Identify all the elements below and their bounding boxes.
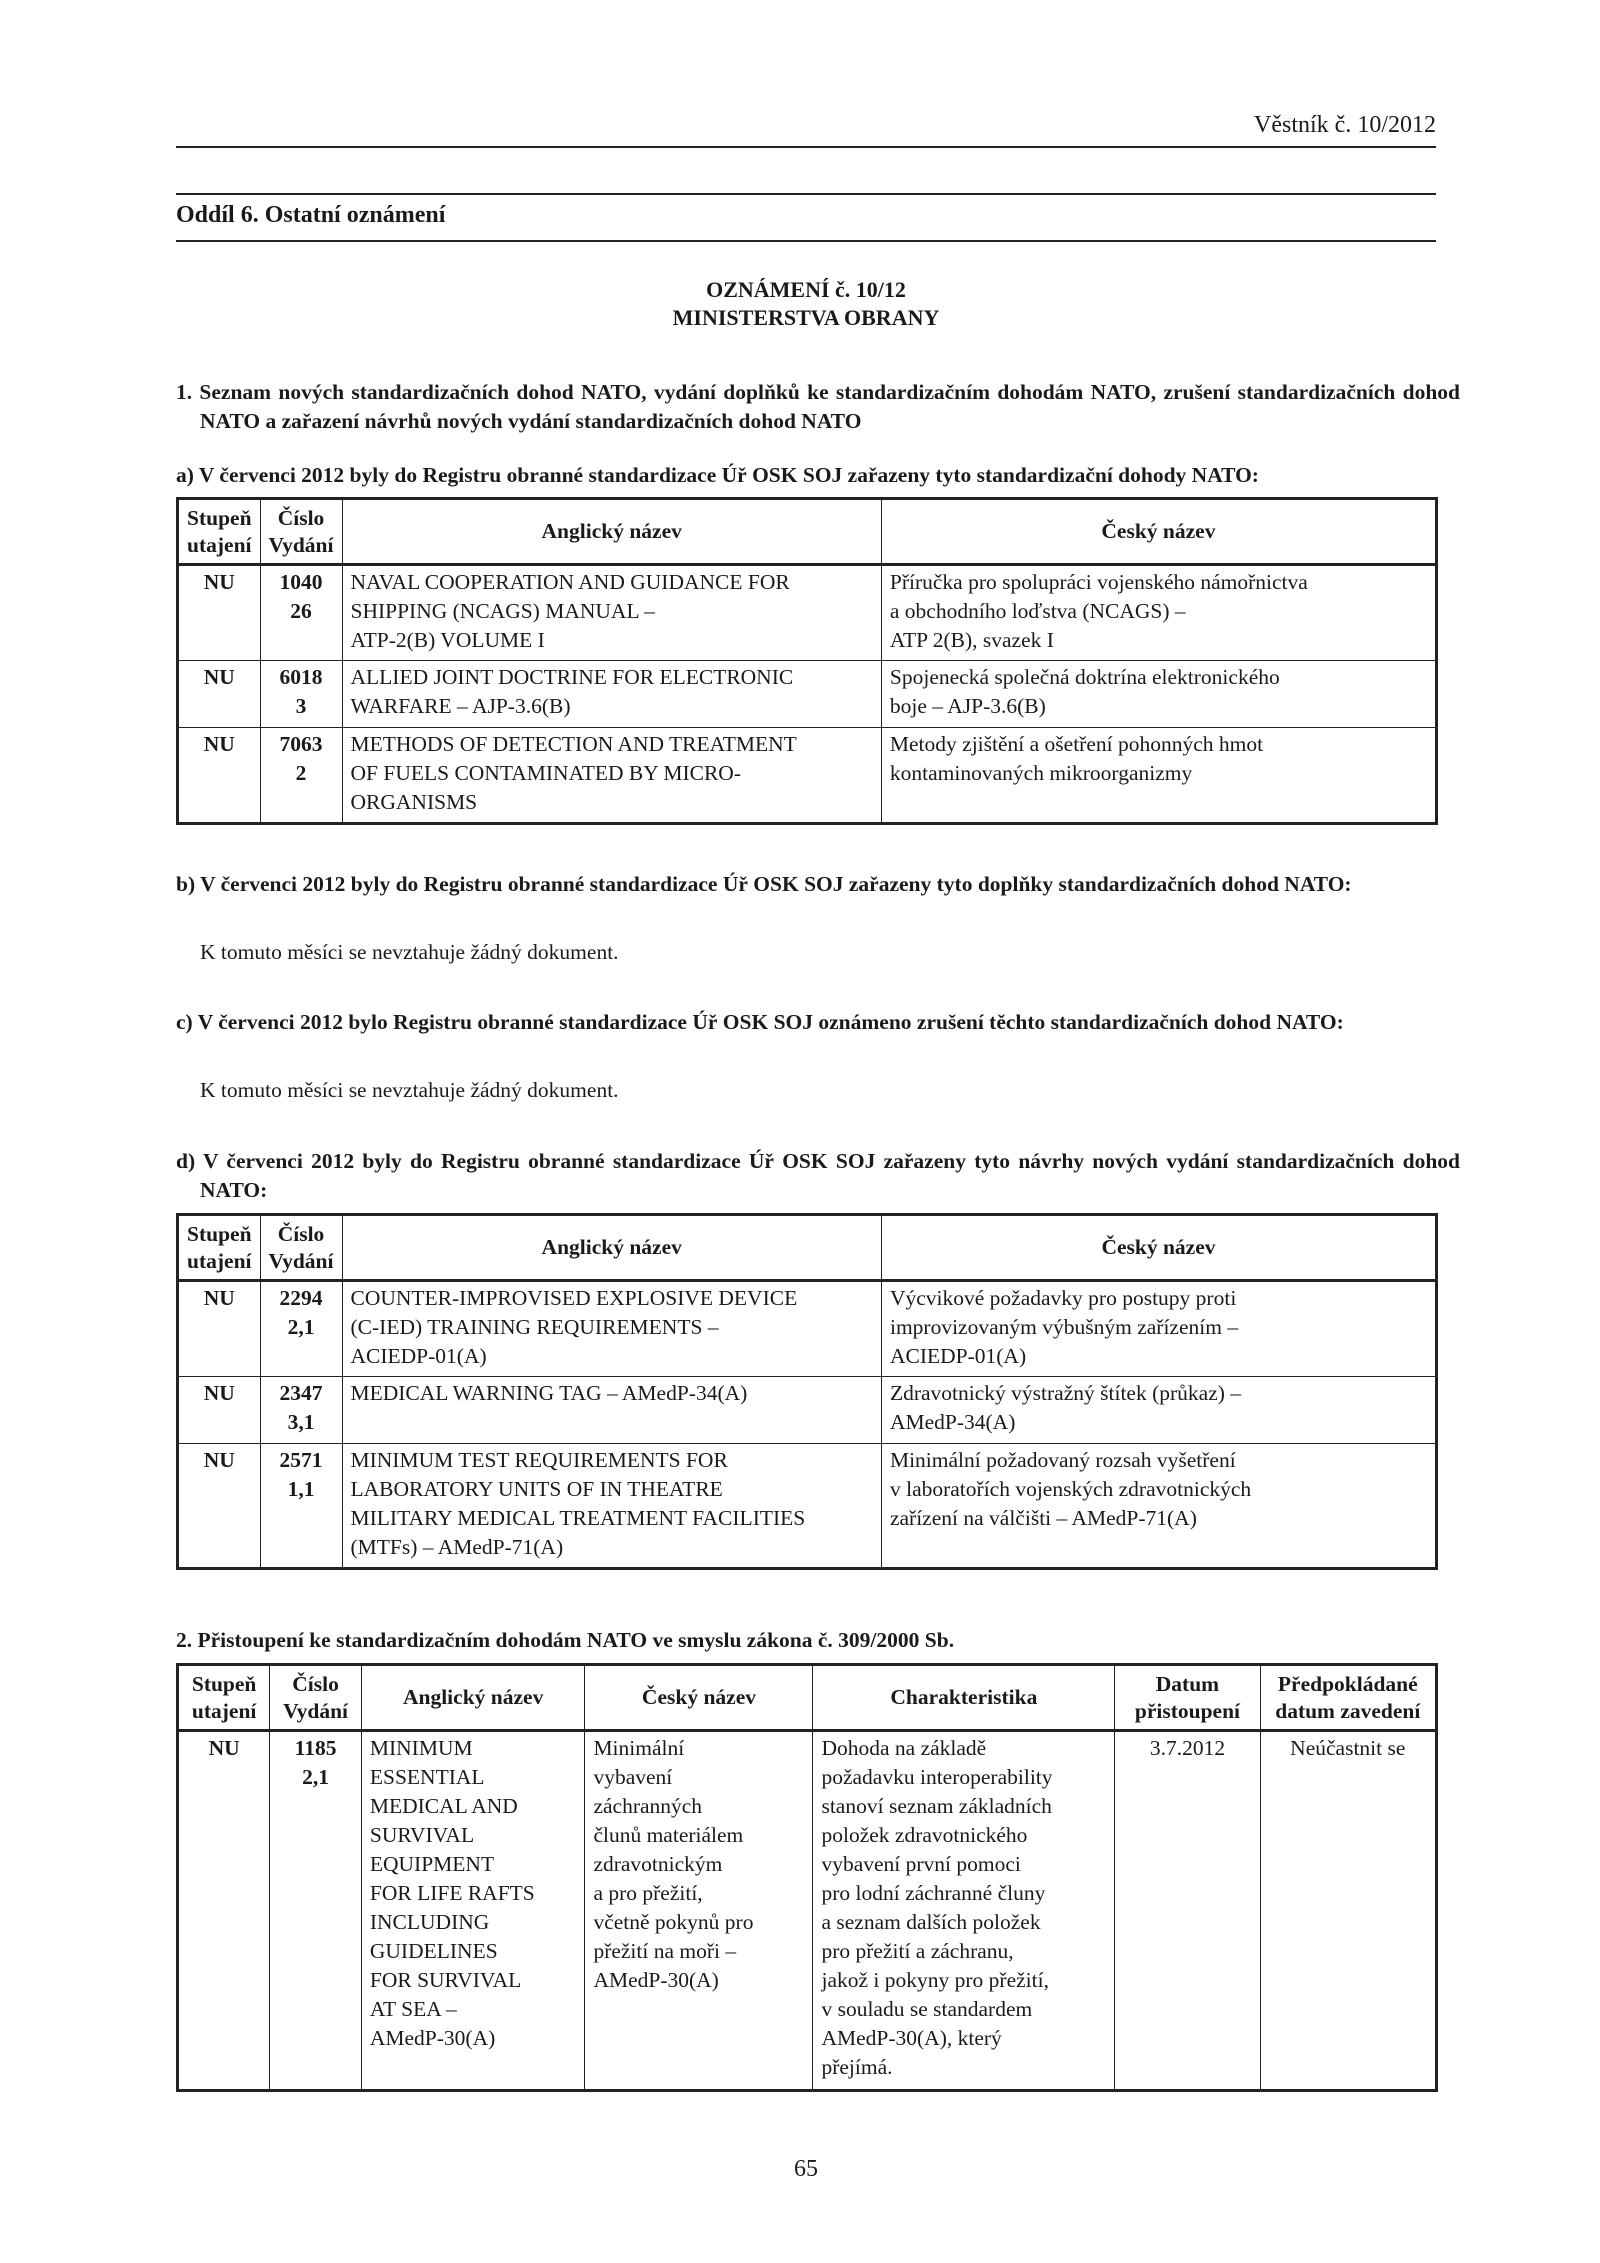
col-header-number: Číslo Vydání bbox=[270, 1665, 362, 1731]
col-header-number: Číslo Vydání bbox=[260, 1215, 342, 1281]
table-row bbox=[178, 1281, 1437, 1377]
table-row bbox=[178, 728, 1437, 824]
col-header-implementation-date: Předpokládané datum zavedení bbox=[1260, 1665, 1436, 1731]
part1a-heading: a) V červenci 2012 byly do Registru obranné standardizace Úř OSK SOJ zařazeny tyto standardizační dohody NATO: bbox=[176, 463, 1259, 487]
cell-czech-name: Zdravotnický výstražný štítek (průkaz) – AMedP-34(A) bbox=[881, 1377, 1436, 1444]
cell-czech-name: Minimální vybavení záchranných člunů materiálem zdravotnickým a pro přežití, včetně pokynů pro přežití na moři – AMedP-30(A) bbox=[585, 1731, 813, 2091]
col-header-classification: Stupeň utajení bbox=[178, 1665, 270, 1731]
table-draft-editions bbox=[176, 1213, 1438, 1570]
cell-accession-date: 3.7.2012 bbox=[1115, 1731, 1260, 2091]
table-row bbox=[178, 1731, 1437, 2091]
table-header-row bbox=[178, 499, 1437, 565]
section-rule-bottom bbox=[176, 240, 1436, 242]
part1c-heading: c) V červenci 2012 bylo Registru obranné standardizace Úř OSK SOJ oznámeno zrušení těchto standardizačních dohod NATO: bbox=[176, 1010, 1344, 1034]
cell-english-name: COUNTER-IMPROVISED EXPLOSIVE DEVICE (C-IED) TRAINING REQUIREMENTS – ACIEDP-01(A) bbox=[342, 1281, 881, 1377]
table-row bbox=[178, 661, 1437, 728]
cell-czech-name: Příručka pro spolupráci vojenského námořnictva a obchodního loďstva (NCAGS) – ATP 2(B), svazek I bbox=[881, 565, 1436, 661]
col-header-czech-name: Český název bbox=[881, 499, 1436, 565]
col-header-number: Číslo Vydání bbox=[260, 499, 342, 565]
table-accession bbox=[176, 1663, 1438, 2092]
col-header-english-name: Anglický název bbox=[361, 1665, 585, 1731]
cell-number: 1185 2,1 bbox=[270, 1731, 362, 2091]
cell-classification: NU bbox=[178, 1444, 261, 1569]
cell-implementation-date: Neúčastnit se bbox=[1260, 1731, 1436, 2091]
part1b-heading: b) V červenci 2012 byly do Registru obranné standardizace Úř OSK SOJ zařazeny tyto doplňky standardizačních dohod NATO: bbox=[176, 872, 1352, 896]
col-header-classification: Stupeň utajení bbox=[178, 1215, 261, 1281]
cell-english-name: MINIMUM ESSENTIAL MEDICAL AND SURVIVAL EQUIPMENT FOR LIFE RAFTS INCLUDING GUIDELINES FOR SURVIVAL AT SEA – AMedP-30(A) bbox=[361, 1731, 585, 2091]
col-header-classification: Stupeň utajení bbox=[178, 499, 261, 565]
col-header-characteristics: Charakteristika bbox=[813, 1665, 1115, 1731]
part2-heading: 2. Přistoupení ke standardizačním dohodám NATO ve smyslu zákona č. 309/2000 Sb. bbox=[176, 1628, 955, 1652]
part1d-heading: d) V červenci 2012 byly do Registru obranné standardizace Úř OSK SOJ zařazeny tyto návrhy nových vydání standardizačních dohod NATO: bbox=[176, 1149, 1460, 1202]
part1-heading: 1. Seznam nových standardizačních dohod NATO, vydání doplňků ke standardizačním dohodám NATO, zrušení standardizačních dohod NATO a zařazení návrhů nových vydání standardizačních dohod NATO bbox=[176, 380, 1460, 433]
cell-english-name: MEDICAL WARNING TAG – AMedP-34(A) bbox=[342, 1377, 881, 1444]
cell-classification: NU bbox=[178, 728, 261, 824]
cell-number: 2294 2,1 bbox=[260, 1281, 342, 1377]
section-title: Oddíl 6. Ostatní oznámení bbox=[176, 202, 446, 228]
cell-classification: NU bbox=[178, 1377, 261, 1444]
cell-czech-name: Metody zjištění a ošetření pohonných hmot kontaminovaných mikroorganizmy bbox=[881, 728, 1436, 824]
announcement-ministry: MINISTERSTVA OBRANY bbox=[672, 305, 940, 330]
cell-number: 2571 1,1 bbox=[260, 1444, 342, 1569]
col-header-czech-name: Český název bbox=[585, 1665, 813, 1731]
cell-english-name: ALLIED JOINT DOCTRINE FOR ELECTRONIC WARFARE – AJP-3.6(B) bbox=[342, 661, 881, 728]
cell-classification: NU bbox=[178, 1731, 270, 2091]
table-row bbox=[178, 1377, 1437, 1444]
cell-english-name: METHODS OF DETECTION AND TREATMENT OF FUELS CONTAMINATED BY MICRO- ORGANISMS bbox=[342, 728, 881, 824]
table-new-standards bbox=[176, 497, 1438, 825]
col-header-english-name: Anglický název bbox=[342, 1215, 881, 1281]
section-rule-top bbox=[176, 193, 1436, 195]
table-header-row bbox=[178, 1215, 1437, 1281]
col-header-czech-name: Český název bbox=[881, 1215, 1436, 1281]
cell-english-name: NAVAL COOPERATION AND GUIDANCE FOR SHIPPING (NCAGS) MANUAL – ATP-2(B) VOLUME I bbox=[342, 565, 881, 661]
header-rule bbox=[176, 146, 1436, 148]
announcement-title: OZNÁMENÍ č. 10/12 bbox=[706, 277, 906, 302]
cell-classification: NU bbox=[178, 1281, 261, 1377]
cell-characteristics: Dohoda na základě požadavku interoperability stanoví seznam základních položek zdravotnického vybavení první pomoci pro lodní záchranné čluny a seznam dalších položek pro přežití a záchranu, jakož i pokyny pro přežití, v souladu se standardem AMedP-30(A), který přejímá. bbox=[813, 1731, 1115, 2091]
cell-number: 7063 2 bbox=[260, 728, 342, 824]
cell-english-name: MINIMUM TEST REQUIREMENTS FOR LABORATORY UNITS OF IN THEATRE MILITARY MEDICAL TREATMENT FACILITIES (MTFs) – AMedP-71(A) bbox=[342, 1444, 881, 1569]
cell-czech-name: Minimální požadovaný rozsah vyšetření v laboratořích vojenských zdravotnických zařízení na válčišti – AMedP-71(A) bbox=[881, 1444, 1436, 1569]
page-number: 65 bbox=[794, 2156, 818, 2182]
part1c-note: K tomuto měsíci se nevztahuje žádný dokument. bbox=[200, 1078, 619, 1102]
part1b-note: K tomuto měsíci se nevztahuje žádný dokument. bbox=[200, 940, 619, 964]
cell-czech-name: Spojenecká společná doktrína elektronického boje – AJP-3.6(B) bbox=[881, 661, 1436, 728]
table-header-row bbox=[178, 1665, 1437, 1731]
table-row bbox=[178, 1444, 1437, 1569]
cell-czech-name: Výcvikové požadavky pro postupy proti improvizovaným výbušným zařízením – ACIEDP-01(A) bbox=[881, 1281, 1436, 1377]
cell-classification: NU bbox=[178, 565, 261, 661]
cell-number: 1040 26 bbox=[260, 565, 342, 661]
col-header-accession-date: Datum přistoupení bbox=[1115, 1665, 1260, 1731]
cell-number: 2347 3,1 bbox=[260, 1377, 342, 1444]
col-header-english-name: Anglický název bbox=[342, 499, 881, 565]
cell-classification: NU bbox=[178, 661, 261, 728]
cell-number: 6018 3 bbox=[260, 661, 342, 728]
table-row bbox=[178, 565, 1437, 661]
journal-header: Věstník č. 10/2012 bbox=[1254, 112, 1436, 138]
